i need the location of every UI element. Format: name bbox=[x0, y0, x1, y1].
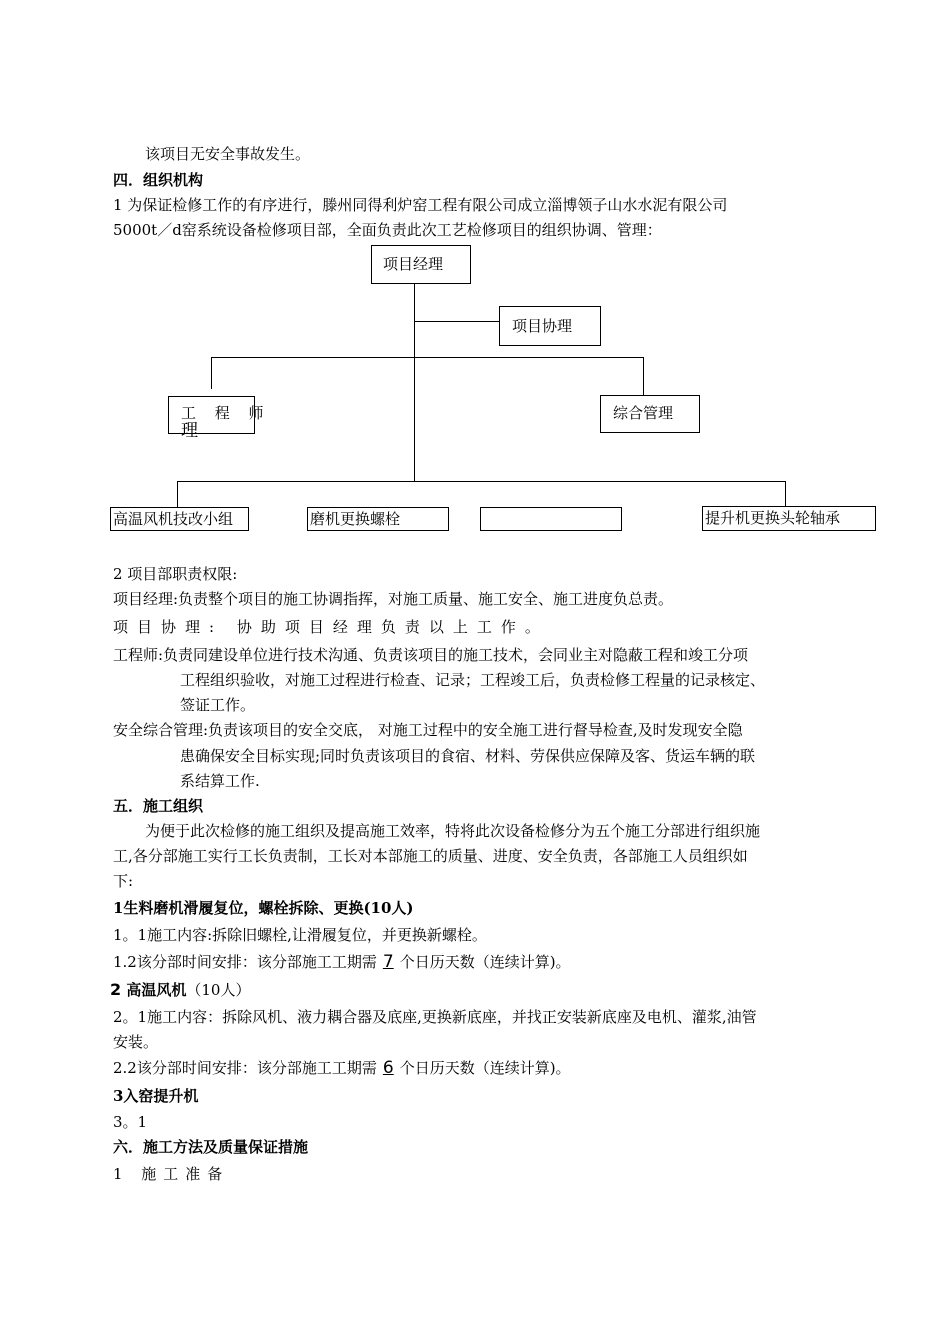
org-connector bbox=[177, 481, 786, 482]
section-6-title: 六．施工方法及质量保证措施 bbox=[113, 1138, 309, 1156]
section-5-title: 五．施工组织 bbox=[113, 797, 204, 815]
subsection-2-2-suffix: 个日历天数（连续计算)。 bbox=[399, 1059, 571, 1077]
section-4-para-line-2: 5000t／d窑系统设备检修项目部，全面负责此次工艺检修项目的组织协调、管理： bbox=[113, 221, 662, 239]
subsection-2-2 bbox=[113, 1058, 571, 1078]
section-4-title: 四．组织机构 bbox=[113, 171, 204, 189]
section-6-item-1: 1 施工准备 bbox=[113, 1165, 230, 1183]
subsection-2-count: （10人） bbox=[186, 981, 251, 999]
section-5-para-line-2: 工,各分部施工实行工长负责制，工长对本部施工的质量、进度、安全负责，各部施工人员组织如 bbox=[113, 847, 748, 865]
org-box-team-mill bbox=[307, 507, 449, 531]
subsection-2-1-line-1: 2。1施工内容：拆除风机、液力耦合器及底座,更换新底座，并找正安装新底座及电机、灌浆,油管 bbox=[113, 1008, 757, 1026]
org-assistant-label: 项目协理 bbox=[512, 317, 573, 335]
subsection-2-2-days: 6 bbox=[382, 1058, 394, 1078]
org-team-elevator-label: 提升机更换头轮轴承 bbox=[705, 509, 841, 527]
subsection-2-2-prefix: 2.2该分部时间安排：该分部施工工期需 bbox=[113, 1059, 377, 1077]
subsection-1-2-prefix: 1.2该分部时间安排：该分部施工工期需 bbox=[113, 953, 377, 971]
org-team-fan-label: 高温风机技改小组 bbox=[113, 510, 234, 528]
org-box-team-fan bbox=[110, 507, 249, 531]
subsection-3-1: 3。1 bbox=[113, 1113, 148, 1131]
section-5-para-line-1: 为便于此次检修的施工组织及提高施工效率，特将此次设备检修分为五个施工分部进行组织施 bbox=[145, 822, 761, 840]
org-box-engineer bbox=[168, 396, 271, 441]
subsection-1-1: 1。1施工内容:拆除旧螺栓,让滑履复位，并更换新螺栓。 bbox=[113, 926, 487, 944]
org-box-team-elevator bbox=[702, 506, 876, 531]
subsection-1-title: 1生料磨机滑履复位，螺栓拆除、更换(10人) bbox=[113, 899, 414, 917]
subsection-2-1-line-2: 安装。 bbox=[113, 1033, 159, 1051]
org-connector bbox=[643, 357, 644, 395]
section-5-para-line-3: 下: bbox=[113, 872, 134, 890]
duties-title: 2 项目部职责权限: bbox=[113, 565, 238, 583]
subsection-1-2-days: 7 bbox=[382, 952, 394, 972]
duty-safety-line-2: 患确保安全目标实现;同时负责该项目的食宿、材料、劳保供应保障及客、货运车辆的联 bbox=[180, 747, 756, 765]
section-4-para-line-1: 1 为保证检修工作的有序进行，滕州同得利炉窑工程有限公司成立淄博领子山水水泥有限公司 bbox=[113, 196, 728, 214]
org-box-team-empty bbox=[480, 507, 622, 531]
org-box-admin bbox=[600, 395, 700, 433]
duty-safety-line-1: 安全综合管理:负责该项目的安全交底， 对施工过程中的安全施工进行督导检查,及时发现安全隐 bbox=[113, 721, 743, 739]
org-manager-label: 项目经理 bbox=[383, 255, 444, 273]
org-connector bbox=[211, 357, 212, 389]
duty-engineer-line-2: 工程组织验收，对施工过程进行检查、记录；工程竣工后，负责检修工程量的记录核定、 bbox=[180, 671, 766, 689]
subsection-3-title: 3入窑提升机 bbox=[113, 1087, 199, 1105]
subsection-2-number: 2 bbox=[110, 980, 122, 999]
subsection-2-title bbox=[110, 980, 250, 1000]
duty-assistant: 项目协理: 协助项目经理负责以上工作。 bbox=[113, 618, 549, 636]
org-box-manager bbox=[371, 245, 471, 284]
subsection-1-2-suffix: 个日历天数（连续计算)。 bbox=[399, 953, 571, 971]
org-connector bbox=[177, 481, 178, 507]
org-box-assistant bbox=[499, 306, 601, 346]
org-connector bbox=[211, 357, 644, 358]
org-connector bbox=[785, 481, 786, 506]
org-engineer-label-line-2: 理 bbox=[181, 421, 198, 441]
duty-manager: 项目经理:负责整个项目的施工协调指挥，对施工质量、施工安全、施工进度负总责。 bbox=[113, 590, 674, 608]
org-connector bbox=[414, 283, 415, 481]
org-engineer-label-line-1: 工 程 师 bbox=[181, 404, 271, 422]
duty-safety-line-3: 系结算工作. bbox=[180, 772, 260, 790]
org-team-mill-label: 磨机更换螺栓 bbox=[310, 510, 401, 528]
duty-engineer-line-1: 工程师:负责同建设单位进行技术沟通、负责该项目的施工技术，会同业主对隐蔽工程和竣工分项 bbox=[113, 646, 749, 664]
duty-engineer-line-3: 签证工作。 bbox=[180, 696, 256, 714]
subsection-1-2 bbox=[113, 952, 571, 972]
subsection-2-name: 高温风机 bbox=[121, 981, 187, 999]
org-admin-label: 综合管理 bbox=[613, 404, 674, 422]
intro-end-text: 该项目无安全事故发生。 bbox=[145, 145, 311, 163]
org-connector bbox=[414, 321, 500, 322]
